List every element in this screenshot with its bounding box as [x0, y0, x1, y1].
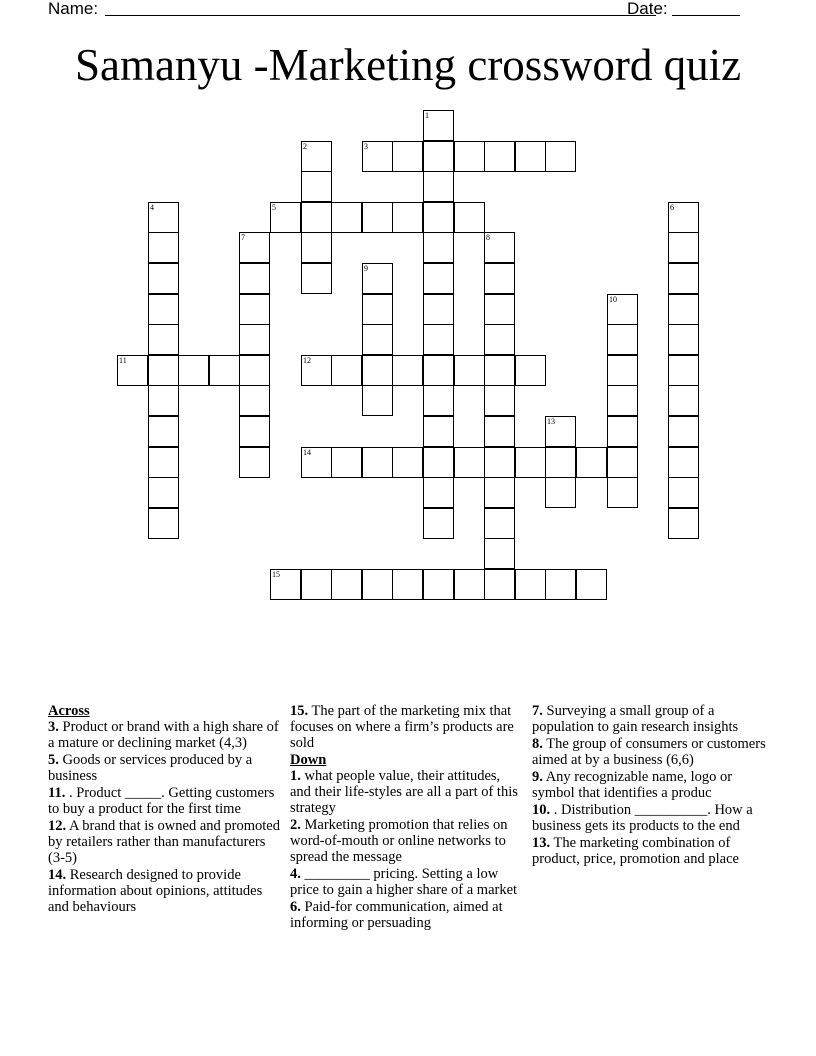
clue-item-text: Marketing promotion that relies on word-of-mouth or online networks to spread the message — [290, 817, 508, 865]
clue-item-text: The part of the marketing mix that focuses on where a firm’s products are sold — [290, 703, 514, 751]
crossword-cell[interactable] — [239, 385, 270, 416]
crossword-cell[interactable] — [545, 141, 576, 172]
crossword-cell[interactable] — [301, 263, 332, 294]
crossword-cell[interactable] — [239, 324, 270, 355]
crossword-cell[interactable] — [148, 263, 179, 294]
crossword-cell[interactable] — [423, 355, 454, 386]
crossword-cell[interactable] — [545, 447, 576, 478]
header — [48, 0, 748, 22]
clue-item-number: 7. — [532, 703, 543, 719]
crossword-cell[interactable] — [576, 447, 607, 478]
crossword-cell[interactable] — [484, 569, 515, 600]
clue-number: 7 — [241, 233, 245, 242]
clue-item — [532, 736, 772, 768]
crossword-cell[interactable] — [301, 232, 332, 263]
crossword-cell[interactable] — [484, 416, 515, 447]
crossword-cell[interactable] — [301, 569, 332, 600]
crossword-cell[interactable] — [423, 569, 454, 600]
crossword-cell[interactable] — [668, 355, 699, 386]
clue-item — [48, 818, 280, 866]
crossword-cell[interactable] — [668, 416, 699, 447]
crossword-cell[interactable] — [331, 569, 362, 600]
clue-item — [48, 719, 280, 751]
crossword-cell[interactable] — [148, 416, 179, 447]
clue-number: 9 — [364, 264, 368, 273]
crossword-cell[interactable] — [454, 447, 485, 478]
clue-item-number: 15. — [290, 703, 309, 719]
clue-item-number: 2. — [290, 817, 301, 833]
crossword-cell[interactable] — [239, 447, 270, 478]
clue-item — [48, 785, 280, 817]
clue-item-text: Product or brand with a high share of a mature or declining market (4,3) — [48, 719, 279, 751]
crossword-cell[interactable] — [331, 447, 362, 478]
crossword-cell[interactable] — [148, 508, 179, 539]
clue-item-text: Any recognizable name, logo or symbol that identifies a produc — [532, 769, 733, 801]
crossword-cell[interactable] — [484, 232, 515, 263]
crossword-cell[interactable] — [607, 477, 638, 508]
page-title: Samanyu -Marketing crossword quiz — [74, 40, 742, 90]
crossword-cell[interactable] — [668, 202, 699, 233]
crossword-cell[interactable] — [301, 355, 332, 386]
clue-item-text: what people value, their attitudes, and their life-styles are all a part of this strategy — [290, 768, 518, 816]
crossword-cell[interactable] — [423, 171, 454, 202]
clue-number: 6 — [670, 203, 674, 212]
clue-number: 2 — [303, 142, 307, 151]
crossword-cell[interactable] — [484, 447, 515, 478]
crossword-cell[interactable] — [148, 202, 179, 233]
clue-item-text: Paid-for communication, aimed at informing or persuading — [290, 899, 503, 931]
crossword-cell[interactable] — [239, 232, 270, 263]
crossword-cell[interactable] — [270, 569, 301, 600]
crossword-cell[interactable] — [362, 324, 393, 355]
crossword-cell[interactable] — [668, 263, 699, 294]
crossword-cell[interactable] — [668, 324, 699, 355]
clue-item-text: . Product _____. Getting customers to buy a product for the first time — [48, 785, 275, 817]
crossword-cell[interactable] — [545, 477, 576, 508]
clue-item — [532, 835, 772, 867]
crossword-cell[interactable] — [392, 355, 423, 386]
crossword-cell[interactable] — [607, 355, 638, 386]
crossword-cell[interactable] — [576, 569, 607, 600]
clue-item-number: 11. — [48, 785, 66, 801]
date-label: Date: — [627, 0, 668, 18]
crossword-cell[interactable] — [423, 416, 454, 447]
crossword-cell[interactable] — [331, 202, 362, 233]
crossword-cell[interactable] — [607, 324, 638, 355]
crossword-cell[interactable] — [362, 263, 393, 294]
clue-item-number: 9. — [532, 769, 543, 785]
crossword-cell[interactable] — [148, 447, 179, 478]
crossword-cell[interactable] — [545, 569, 576, 600]
crossword-cell[interactable] — [301, 202, 332, 233]
crossword-cell[interactable] — [423, 141, 454, 172]
crossword-cell[interactable] — [423, 477, 454, 508]
crossword-cell[interactable] — [484, 141, 515, 172]
crossword-cell[interactable] — [484, 324, 515, 355]
clues-column-1 — [48, 703, 280, 916]
clue-number: 11 — [119, 356, 127, 365]
clue-number: 10 — [609, 295, 617, 304]
crossword-cell[interactable] — [454, 202, 485, 233]
crossword-cell[interactable] — [209, 355, 240, 386]
clue-item-number: 14. — [48, 867, 67, 883]
clue-item-text: The group of consumers or customers aimed at by a business (6,6) — [532, 736, 766, 768]
clue-item-text: A brand that is owned and promoted by retailers rather than manufacturers (3-5) — [48, 818, 280, 866]
clue-number: 13 — [547, 417, 555, 426]
crossword-cell[interactable] — [484, 294, 515, 325]
crossword-cell[interactable] — [515, 141, 546, 172]
clue-number: 5 — [272, 203, 276, 212]
name-line[interactable] — [105, 15, 656, 16]
crossword-cell[interactable] — [362, 569, 393, 600]
crossword-cell[interactable] — [484, 263, 515, 294]
clue-number: 15 — [272, 570, 280, 579]
crossword-cell[interactable] — [423, 110, 454, 141]
clue-number: 4 — [150, 203, 154, 212]
crossword-cell[interactable] — [362, 294, 393, 325]
clues-heading: Down — [290, 752, 327, 768]
crossword-cell[interactable] — [392, 569, 423, 600]
crossword-cell[interactable] — [392, 141, 423, 172]
clue-item — [290, 817, 522, 865]
clue-item — [290, 866, 522, 898]
crossword-cell[interactable] — [362, 202, 393, 233]
crossword-cell[interactable] — [423, 294, 454, 325]
crossword-cell[interactable] — [392, 202, 423, 233]
clue-item-number: 5. — [48, 752, 59, 768]
crossword-cell[interactable] — [301, 171, 332, 202]
crossword-cell[interactable] — [484, 508, 515, 539]
crossword-cell[interactable] — [239, 416, 270, 447]
crossword-cell[interactable] — [362, 355, 393, 386]
clues-column-2 — [290, 703, 522, 932]
crossword-cell[interactable] — [392, 447, 423, 478]
crossword-cell[interactable] — [668, 294, 699, 325]
crossword-cell[interactable] — [484, 538, 515, 569]
crossword-cell[interactable] — [484, 385, 515, 416]
name-label: Name: — [48, 0, 99, 18]
clue-item — [290, 899, 522, 931]
clue-item-number: 13. — [532, 835, 551, 851]
clue-item-text: Surveying a small group of a population to gain research insights — [532, 703, 739, 735]
clue-item-number: 8. — [532, 736, 543, 752]
crossword-cell[interactable] — [668, 477, 699, 508]
crossword-cell[interactable] — [668, 447, 699, 478]
clue-number: 14 — [303, 448, 311, 457]
clue-number: 12 — [303, 356, 311, 365]
clue-item-text: Research designed to provide information about opinions, attitudes and behaviours — [48, 867, 263, 915]
clue-item — [290, 703, 522, 751]
clue-item-text: The marketing combination of product, price, promotion and place — [532, 835, 739, 867]
clue-item-number: 12. — [48, 818, 67, 834]
crossword-cell[interactable] — [362, 385, 393, 416]
crossword-cell[interactable] — [331, 355, 362, 386]
crossword-cell[interactable] — [515, 355, 546, 386]
clue-item-number: 10. — [532, 802, 551, 818]
crossword-cell[interactable] — [454, 355, 485, 386]
crossword-cell[interactable] — [668, 385, 699, 416]
clues-heading: Across — [48, 703, 90, 719]
clue-item-number: 1. — [290, 768, 301, 784]
crossword-cell[interactable] — [423, 508, 454, 539]
crossword-cell[interactable] — [117, 355, 148, 386]
clues-column-3 — [532, 703, 772, 868]
clue-item — [290, 768, 522, 816]
clue-number: 3 — [364, 142, 368, 151]
crossword-cell[interactable] — [178, 355, 209, 386]
crossword-cell[interactable] — [239, 355, 270, 386]
crossword-cell[interactable] — [607, 416, 638, 447]
crossword-cell[interactable] — [607, 385, 638, 416]
crossword-cell[interactable] — [148, 232, 179, 263]
crossword-cell[interactable] — [301, 447, 332, 478]
clue-number: 8 — [486, 233, 490, 242]
crossword-cell[interactable] — [423, 232, 454, 263]
crossword-cell[interactable] — [607, 447, 638, 478]
clue-item — [48, 752, 280, 784]
clue-item-number: 4. — [290, 866, 301, 882]
crossword-cell[interactable] — [515, 447, 546, 478]
crossword-cell[interactable] — [423, 447, 454, 478]
crossword-cell[interactable] — [454, 569, 485, 600]
crossword-cell[interactable] — [362, 447, 393, 478]
crossword-cell[interactable] — [148, 294, 179, 325]
crossword-cell[interactable] — [148, 355, 179, 386]
crossword-cell[interactable] — [545, 416, 576, 447]
clue-item — [532, 769, 772, 801]
clue-item-number: 3. — [48, 719, 59, 735]
date-line[interactable] — [672, 15, 740, 16]
crossword-cell[interactable] — [239, 294, 270, 325]
crossword-cell[interactable] — [301, 141, 332, 172]
crossword-cell[interactable] — [607, 294, 638, 325]
crossword-cell[interactable] — [515, 569, 546, 600]
crossword-cell[interactable] — [148, 385, 179, 416]
crossword-cell[interactable] — [148, 477, 179, 508]
crossword-cell[interactable] — [484, 355, 515, 386]
crossword-cell[interactable] — [423, 263, 454, 294]
clue-item — [532, 802, 772, 834]
crossword-cell[interactable] — [423, 324, 454, 355]
clue-number: 1 — [425, 111, 429, 120]
crossword-cell[interactable] — [423, 385, 454, 416]
clue-item-text: . Distribution __________. How a business gets its products to the end — [532, 802, 753, 834]
clue-item — [532, 703, 772, 735]
crossword-cell[interactable] — [668, 508, 699, 539]
crossword-cell[interactable] — [423, 202, 454, 233]
crossword-cell[interactable] — [270, 202, 301, 233]
crossword-cell[interactable] — [484, 477, 515, 508]
crossword-cell[interactable] — [454, 141, 485, 172]
clue-item-number: 6. — [290, 899, 301, 915]
crossword-cell[interactable] — [668, 232, 699, 263]
crossword-cell[interactable] — [239, 263, 270, 294]
crossword-cell[interactable] — [362, 141, 393, 172]
clue-item-text: _________ pricing. Setting a low price to gain a higher share of a market — [290, 866, 518, 898]
crossword-cell[interactable] — [148, 324, 179, 355]
clue-item-text: Goods or services produced by a business — [48, 752, 253, 784]
clue-item — [48, 867, 280, 915]
